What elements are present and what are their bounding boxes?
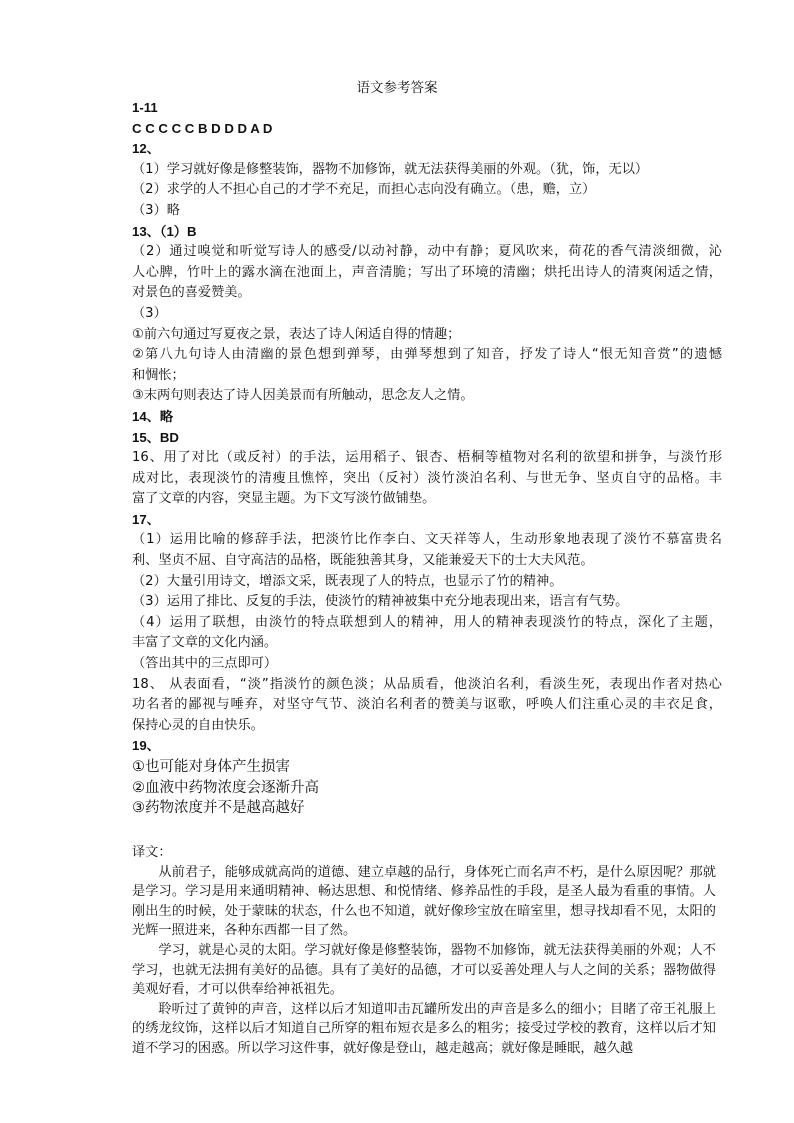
answer-line-q17-4a: （4）运用了联想，由淡竹的特点联想到人的精神，用人的精神表现淡竹的特点，深化了主题， (132, 614, 722, 630)
answer-line-q19-2: ②血液中药物浓度会逐渐升高 (132, 779, 319, 796)
answer-line-q17-label: 17、 (132, 511, 160, 527)
answer-content (132, 98, 722, 819)
answer-line-q17-note: （答出其中的三点即可） (132, 656, 278, 672)
answer-line-q13-3c: 和惆怅； (132, 367, 185, 383)
answer-line-q18a: 18、 从表面看，“淡”指淡竹的颜色淡；从品质看，他淡泊名利，看淡生死，表现出作者对热心 (132, 676, 722, 692)
translation-paragraph: 聆听过了黄钟的声音，这样以后才知道叩击瓦罐所发出的声音是多么的细小；目睹了帝王礼服上的绣龙纹饰，这样以后才知道自己所穿的粗布短衣是多么的粗劣；接受过学校的教育，这样以后才知道不学习的困惑。所以学习这件事，就好像是登山，越走越高；就好像是睡眠，越久越 (132, 1001, 716, 1056)
answer-line-q13-3d: ③末两句则表达了诗人因美景而有所触动，思念友人之情。 (132, 388, 474, 404)
answer-line-q1-11-answers: C C C C C B D D D A D (132, 120, 273, 136)
answer-line-q1-11-label: 1-11 (132, 100, 158, 115)
answer-line-q16c: 富了文章的内容，突显主题。为下文写淡竹做铺垫。 (132, 491, 436, 507)
answer-line-q18b: 功名者的鄙视与唾弃，对坚守气节、淡泊名利者的赞美与讴歌，呼唤人们注重心灵的丰衣足食， (132, 697, 722, 713)
answer-line-q12-1: （1）学习就好像是修整装饰，器物不加修饰，就无法获得美丽的外观。（犹，饰，无以） (132, 161, 649, 177)
answer-line-q12-3: （3）略 (132, 202, 180, 218)
answer-line-q13-2b: 人心脾，竹叶上的露水滴在池面上，声音清脆；写出了环境的清幽；烘托出诗人的清爽闲适之情， (132, 264, 722, 280)
answer-line-q13-2c: 对景色的喜爱赞美。 (132, 285, 251, 301)
answer-line-q17-1a: （1）运用比喻的修辞手法，把淡竹比作李白、文天祥等人，生动形象地表现了淡竹不慕富贵名 (132, 532, 722, 548)
translation-section (132, 843, 716, 1059)
answer-line-q18c: 保持心灵的自由快乐。 (132, 717, 264, 733)
answer-line-q13-3b: ②第八九句诗人由清幽的景色想到弹琴，由弹琴想到了知音，抒发了诗人“恨无知音赏”的遗憾 (132, 347, 722, 363)
answer-line-q13-3: （3） (132, 305, 167, 321)
translation-paragraph: 从前君子，能够成就高尚的道德、建立卓越的品行，身体死亡而名声不朽，是什么原因呢？那就是学习。学习是用来通明精神、畅达思想、和悦情绪、修养品性的手段，是圣人最为看重的事情。人刚出生的时候，处于蒙昧的状态，什么也不知道，就好像珍宝放在暗室里，想寻找却看不见，太阳的光辉一照进来，各种东西都一目了然。 (132, 864, 716, 939)
answer-line-q14: 14、略 (132, 408, 174, 424)
answer-line-q13-2a: （2）通过嗅觉和听觉写诗人的感受/以动衬静，动中有静；夏风吹来，荷花的香气清淡细微，沁 (132, 244, 722, 260)
answer-line-q19-label: 19、 (132, 738, 160, 754)
answer-line-q16b: 成对比，表现淡竹的清瘦且憔悴，突出（反衬）淡竹淡泊名利、与世无争、坚贞自守的品格。丰 (132, 470, 722, 486)
answer-line-q17-3: （3）运用了排比、反复的手法，使淡竹的精神被集中充分地表现出来，语言有气势。 (132, 594, 629, 610)
answer-line-q12-label: 12、 (132, 141, 160, 157)
answer-line-q15: 15、BD (132, 429, 179, 445)
answer-line-q17-1b: 利、坚贞不屈、自守高洁的品格，既能独善其身，又能兼爱天下的士大夫风范。 (132, 553, 594, 569)
answer-line-q19-1: ①也可能对身体产生损害 (132, 759, 290, 775)
document-title: 语文参考答案 (356, 80, 438, 96)
answer-line-q17-4b: 丰富了文章的文化内涵。 (132, 635, 278, 651)
answer-line-q13-label: 13、（1）B (132, 223, 197, 239)
answer-line-q19-3: ③药物浓度并不是越高越好 (132, 800, 305, 817)
translation-label: 译文： (132, 845, 172, 860)
translation-paragraph: 学习，就是心灵的太阳。学习就好像是修整装饰，器物不加修饰，就无法获得美丽的外观；人不学习，也就无法拥有美好的品德。具有了美好的品德，才可以妥善处理人与人之间的关系；器物做得美观好看，才可以供奉给神祇祖先。 (132, 942, 716, 998)
answer-line-q12-2: （2）求学的人不担心自己的才学不充足，而担心志向没有确立。（患，赡，立） (132, 182, 596, 198)
answer-line-q17-2: （2）大量引用诗文，增添文采，既表现了人的特点，也显示了竹的精神。 (132, 573, 563, 589)
answer-line-q13-3a: ①前六句通过写夏夜之景，表达了诗人闲适自得的情趣； (132, 326, 461, 342)
answer-line-q16a: 16、用了对比（或反衬）的手法，运用稻子、银杏、梧桐等植物对名利的欲望和拼争，与淡竹形 (132, 450, 722, 466)
